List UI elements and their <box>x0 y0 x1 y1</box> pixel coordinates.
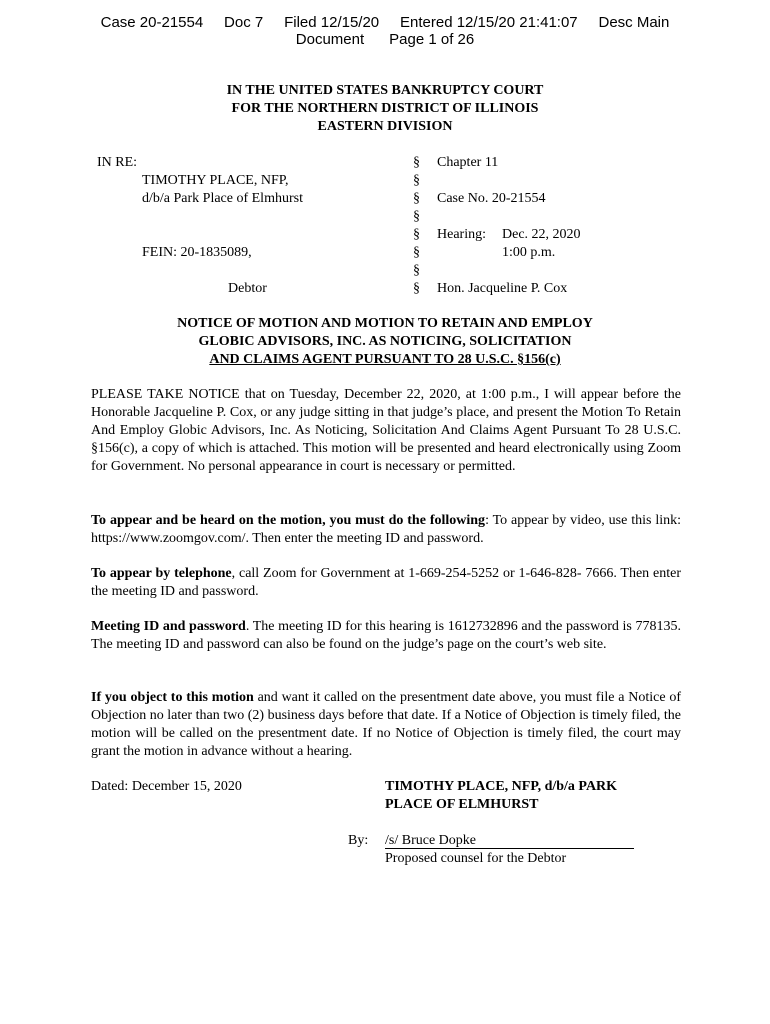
debtor-label: Debtor <box>228 281 267 296</box>
telephone-appearance-paragraph <box>91 565 681 601</box>
section-symbol: § <box>413 155 420 170</box>
notice-title-line-3-text: AND CLAIMS AGENT PURSUANT TO 28 U.S.C. §156(c) <box>209 352 561 367</box>
document-label: Document <box>295 31 365 48</box>
signer-role: Proposed counsel for the Debtor <box>385 851 567 866</box>
ecf-header-line-2 <box>0 32 770 48</box>
section-symbol: § <box>413 281 420 296</box>
section-symbol: § <box>413 263 420 278</box>
debtor-name: TIMOTHY PLACE, NFP, <box>142 173 289 188</box>
meeting-id-text: . The meeting ID for this hearing is 1612732896 and the password is 778135. The meeting ID and password can also be found on the judge’s page on the court’s web site. <box>91 619 681 652</box>
by-label: By: <box>348 833 369 848</box>
signature-line <box>385 848 634 849</box>
objection-paragraph <box>91 689 681 761</box>
signer-signature: /s/ Bruce Dopke <box>385 833 476 848</box>
desc-main: Desc Main <box>598 14 670 31</box>
notice-paragraph: PLEASE TAKE NOTICE that on Tuesday, December 22, 2020, at 1:00 p.m., I will appear before the Honorable Jacqueline P. Cox, or any judge sitting in that judge’s place, and present the Motion To Retain And Employ Globic Advisors, Inc. As Noticing, Solicitation And Claims Agent Pursuant To 28 U.S.C. §156(c), a copy of which is attached. This motion will be presented and heard electronically using Zoom for Government. No personal appearance in court is necessary or permitted. <box>91 387 681 474</box>
court-name-line-1: IN THE UNITED STATES BANKRUPTCY COURT <box>226 83 544 98</box>
video-appearance-paragraph <box>91 512 681 548</box>
debtor-dba: d/b/a Park Place of Elmhurst <box>142 191 303 206</box>
section-symbol: § <box>413 245 420 260</box>
chapter: Chapter 11 <box>437 155 499 170</box>
debtor-fein: FEIN: 20-1835089, <box>142 245 252 260</box>
ecf-header-line-1 <box>0 15 770 31</box>
judge-name: Hon. Jacqueline P. Cox <box>437 281 568 296</box>
dated-line: Dated: December 15, 2020 <box>91 779 242 794</box>
notice-title-line-3 <box>0 351 770 369</box>
video-appearance-heading: To appear and be heard on the motion, you must do the following <box>91 513 486 528</box>
telephone-appearance-heading: To appear by telephone <box>91 566 232 581</box>
entered-date: Entered 12/15/20 21:41:07 <box>400 14 578 31</box>
case-number: Case 20-21554 <box>100 14 204 31</box>
page-indicator: Page 1 of 26 <box>389 31 475 48</box>
notice-title-line-2: GLOBIC ADVISORS, INC. AS NOTICING, SOLICITATION <box>198 334 572 349</box>
in-re-label: IN RE: <box>97 155 138 170</box>
meeting-id-paragraph <box>91 618 681 654</box>
party-name-line-2: PLACE OF ELMHURST <box>385 797 539 812</box>
telephone-appearance-text: , call Zoom for Government at 1-669-254-5252 or 1-646-828- 7666. Then enter the meeting ID and password. <box>91 566 681 599</box>
section-symbol: § <box>413 173 420 188</box>
objection-text: and want it called on the presentment date above, you must file a Notice of Objection no later than two (2) business days before that date. If a Notice of Objection is timely filed, the motion will be called on the presentment date. If no Notice of Objection is timely filed, the court may grant the motion in advance without a hearing. <box>91 690 681 759</box>
section-symbol: § <box>413 209 420 224</box>
filed-date: Filed 12/15/20 <box>284 14 380 31</box>
hearing-time: 1:00 p.m. <box>502 245 556 260</box>
section-symbol: § <box>413 191 420 206</box>
case-no: Case No. 20-21554 <box>437 191 546 206</box>
video-appearance-text: : To appear by video, use this link: https://www.zoomgov.com/. Then enter the meeting ID and password. <box>91 513 681 546</box>
party-name-line-1: TIMOTHY PLACE, NFP, d/b/a PARK <box>385 779 618 794</box>
doc-number: Doc 7 <box>224 14 264 31</box>
hearing-date: Dec. 22, 2020 <box>502 227 581 242</box>
objection-heading: If you object to this motion <box>91 690 254 705</box>
hearing-label: Hearing: <box>437 227 486 242</box>
court-division: EASTERN DIVISION <box>317 119 453 134</box>
section-symbol: § <box>413 227 420 242</box>
meeting-id-heading: Meeting ID and password <box>91 619 246 634</box>
court-name-line-2: FOR THE NORTHERN DISTRICT OF ILLINOIS <box>231 101 539 116</box>
notice-title-line-1: NOTICE OF MOTION AND MOTION TO RETAIN AND EMPLOY <box>177 316 593 331</box>
